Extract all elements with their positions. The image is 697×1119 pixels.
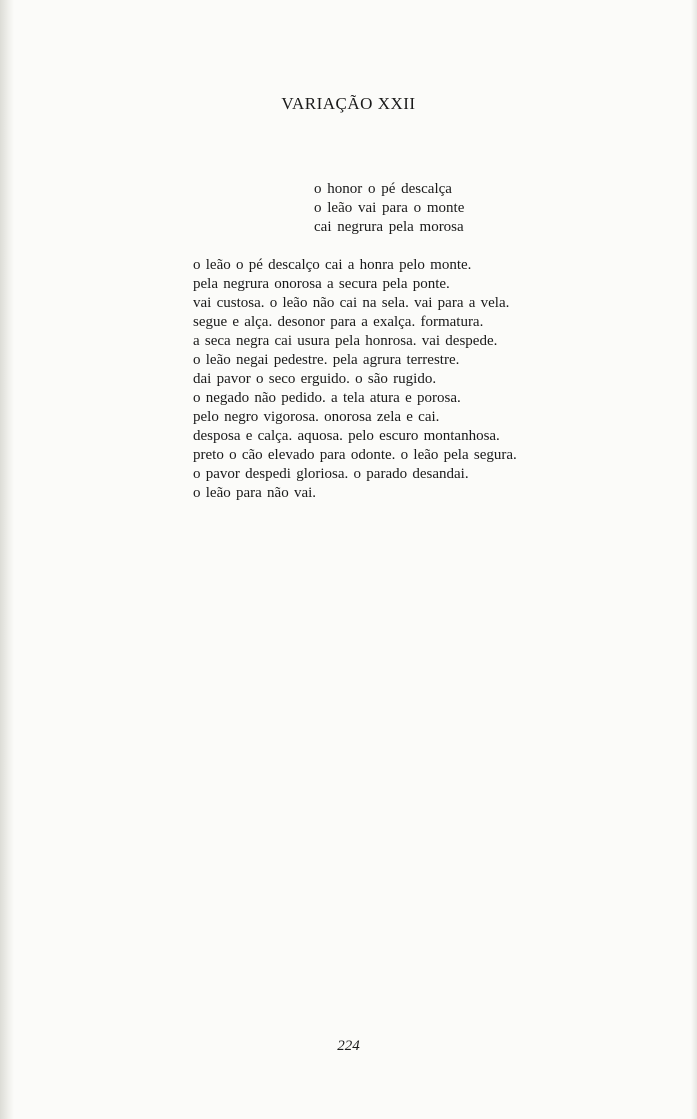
page-number: 224 xyxy=(337,1038,360,1054)
poem-line: desposa e calça. aquosa. pelo escuro montanhosa. xyxy=(193,428,500,444)
poem-line: pelo negro vigorosa. onorosa zela e cai. xyxy=(193,409,440,425)
poem-line: o negado não pedido. a tela atura e porosa. xyxy=(193,390,461,406)
poem-title: VARIAÇÃO XXII xyxy=(281,94,416,113)
binding-gutter-shadow xyxy=(0,0,14,1119)
poem-line: o honor o pé descalça xyxy=(314,181,452,197)
poem-line: o leão vai para o monte xyxy=(314,200,465,216)
poem-line: o leão o pé descalço cai a honra pelo monte. xyxy=(193,257,472,273)
poem-line: dai pavor o seco erguido. o são rugido. xyxy=(193,371,437,387)
poem-line: a seca negra cai usura pela honrosa. vai despede. xyxy=(193,333,498,349)
poem-line: preto o cão elevado para odonte. o leão pela segura. xyxy=(193,447,517,463)
poem-line: o leão para não vai. xyxy=(193,485,317,501)
poem-line: o leão negai pedestre. pela agrura terrestre. xyxy=(193,352,460,368)
stanza-two xyxy=(193,256,517,503)
stanza-one xyxy=(314,180,464,237)
page-edge-shadow xyxy=(691,0,697,1119)
poem-line: segue e alça. desonor para a exalça. formatura. xyxy=(193,314,484,330)
poem-line: o pavor despedi gloriosa. o parado desandai. xyxy=(193,466,469,482)
poem-line: vai custosa. o leão não cai na sela. vai para a vela. xyxy=(193,295,510,311)
poem-line: pela negrura onorosa a secura pela ponte. xyxy=(193,276,450,292)
poem-line: cai negrura pela morosa xyxy=(314,219,464,235)
